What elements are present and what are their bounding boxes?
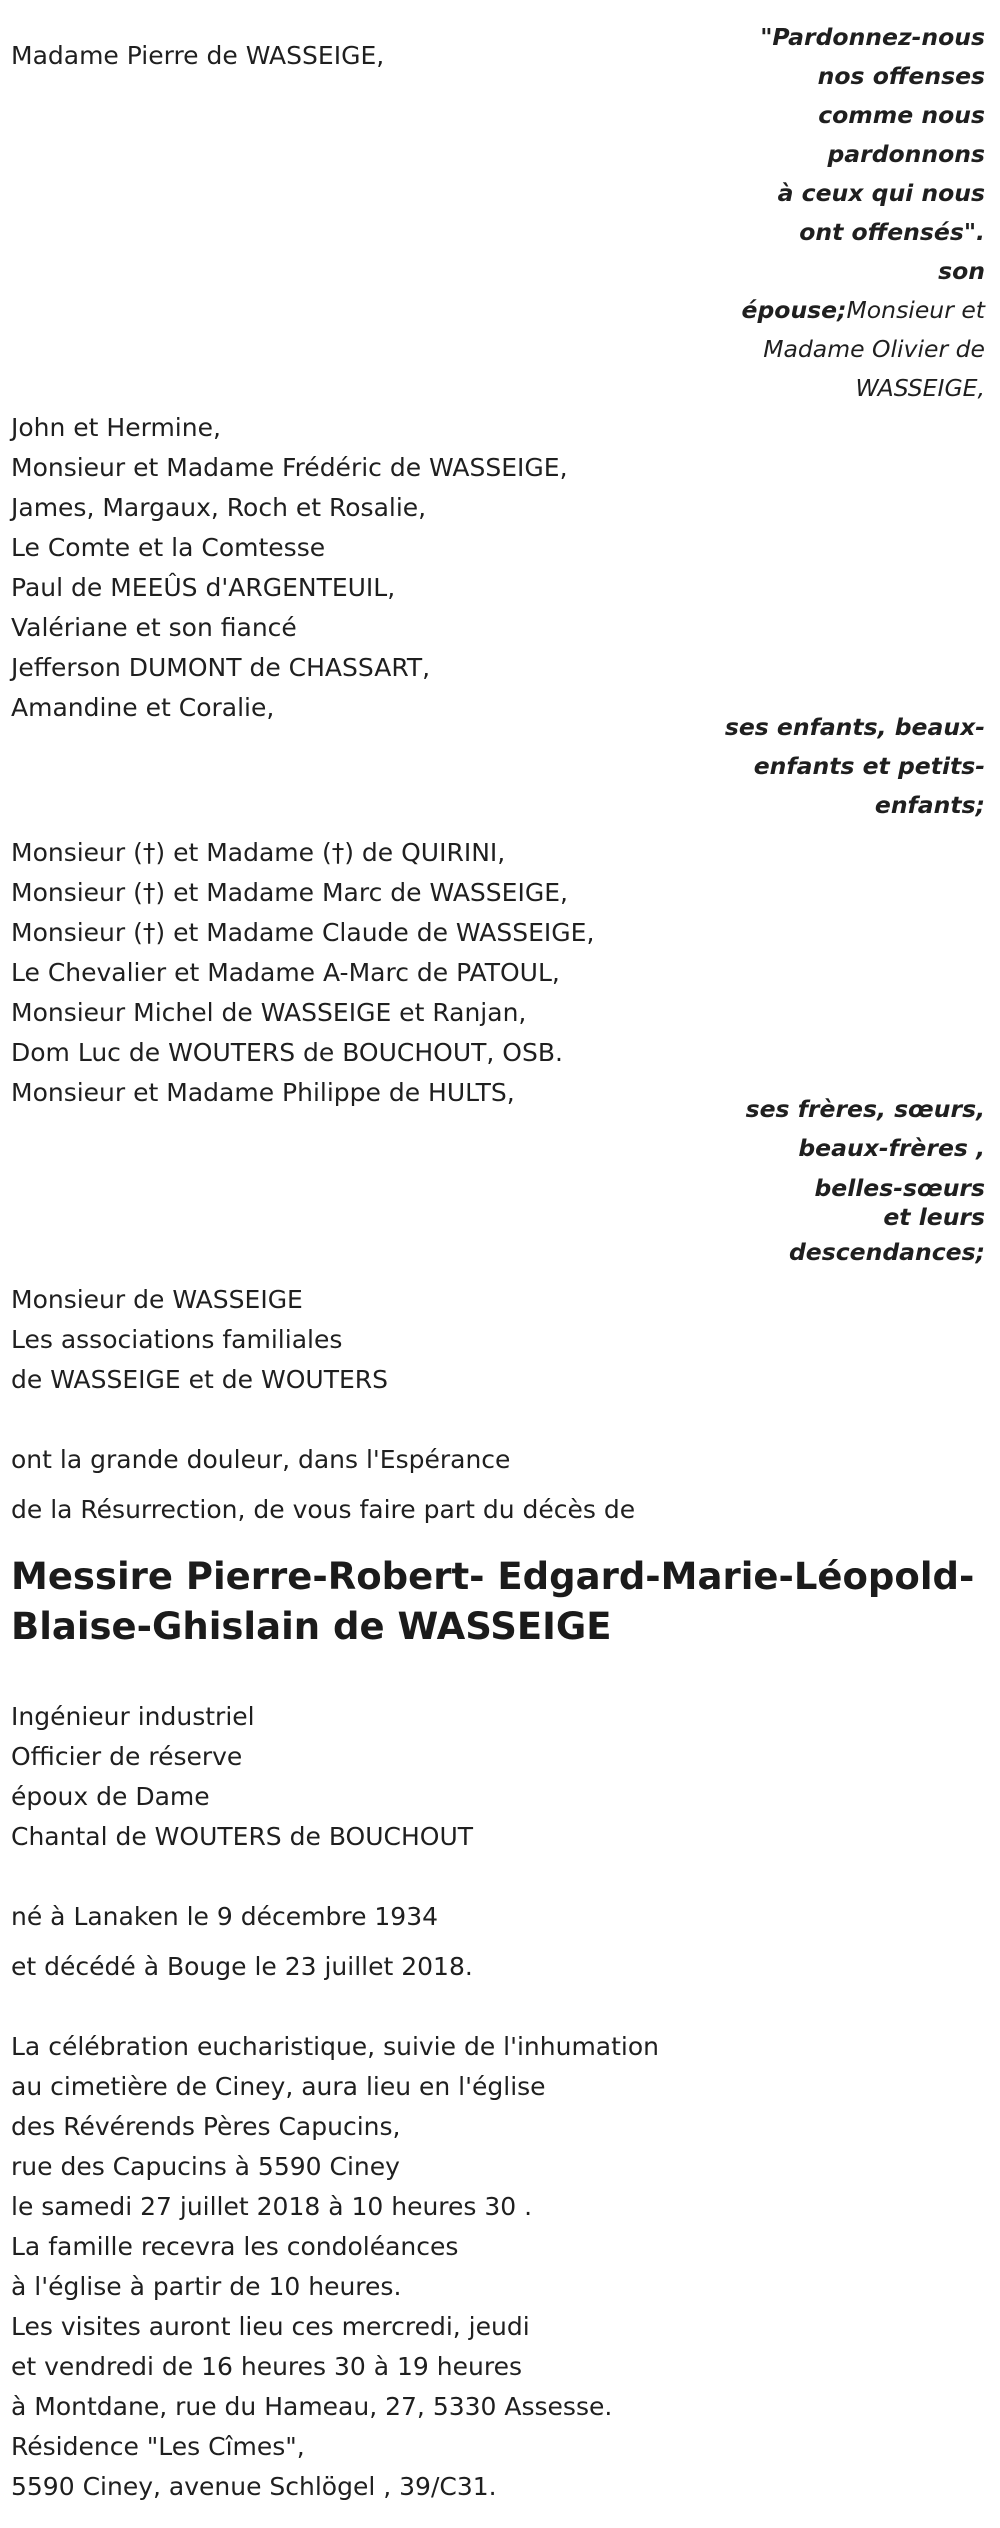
text-line: Les associations familiales	[11, 1325, 343, 1354]
text-line: Chantal de WOUTERS de BOUCHOUT	[11, 1822, 474, 1851]
text-line: Les visites auront lieu ces mercredi, jeudi	[11, 2312, 530, 2341]
text-line: Madame Pierre de WASSEIGE,	[11, 41, 385, 70]
text-line: Valériane et son fiancé	[11, 613, 297, 642]
quote-line: à ceux qui nous	[777, 179, 985, 207]
text-line: Jefferson DUMONT de CHASSART,	[11, 653, 431, 682]
text-line: Monsieur et Madame Frédéric de WASSEIGE,	[11, 453, 568, 482]
spouse-text: Madame Olivier de	[763, 335, 985, 363]
spouse-text: Monsieur et	[846, 296, 985, 324]
text-line: Monsieur Michel de WASSEIGE et Ranjan,	[11, 998, 527, 1027]
text-line: né à Lanaken le 9 décembre 1934	[11, 1902, 439, 1931]
siblings-relation	[746, 1090, 985, 1272]
text-line: Monsieur (†) et Madame (†) de QUIRINI,	[11, 838, 506, 867]
text-line: John et Hermine,	[11, 413, 221, 442]
text-line: des Révérends Pères Capucins,	[11, 2112, 401, 2141]
text-line: le samedi 27 juillet 2018 à 10 heures 30 .	[11, 2192, 533, 2221]
quote-line: son	[938, 257, 985, 285]
text-line: Monsieur et Madame Philippe de HULTS,	[11, 1078, 515, 1107]
text-line: ont la grande douleur, dans l'Espérance	[11, 1445, 511, 1474]
text-line: et décédé à Bouge le 23 juillet 2018.	[11, 1952, 473, 1981]
children-relation	[725, 708, 985, 825]
text-line: Monsieur (†) et Madame Claude de WASSEIGE,	[11, 918, 595, 947]
quote-line: comme nous	[818, 101, 985, 129]
quote-line: nos offenses	[817, 62, 985, 90]
relation-line: descendances;	[788, 1238, 985, 1266]
text-line: au cimetière de Ciney, aura lieu en l'église	[11, 2072, 546, 2101]
text-line: Le Comte et la Comtesse	[11, 533, 326, 562]
relation-line: enfants;	[874, 791, 985, 819]
text-line: Dom Luc de WOUTERS de BOUCHOUT, OSB.	[11, 1038, 563, 1067]
text-line: rue des Capucins à 5590 Ciney	[11, 2152, 400, 2181]
quote-line: pardonnons	[827, 140, 985, 168]
relation-line: belles-sœurs	[814, 1174, 985, 1202]
spouse-text: WASSEIGE,	[855, 374, 985, 402]
quote-line: ont offensés".	[799, 218, 985, 246]
text-line: Officier de réserve	[11, 1742, 243, 1771]
text-line: et vendredi de 16 heures 30 à 19 heures	[11, 2352, 522, 2381]
quote-line: "Pardonnez-nous	[760, 23, 985, 51]
text-line: à Montdane, rue du Hameau, 27, 5330 Assesse.	[11, 2392, 613, 2421]
relation-line: et leurs	[883, 1203, 985, 1231]
text-line: La célébration eucharistique, suivie de l'inhumation	[11, 2032, 660, 2061]
relation-line: beaux-frères ,	[798, 1134, 985, 1162]
text-line: époux de Dame	[11, 1782, 210, 1811]
spouse-line	[742, 291, 985, 330]
text-line: Monsieur (†) et Madame Marc de WASSEIGE,	[11, 878, 568, 907]
deceased-name	[11, 1552, 974, 1652]
text-line: Monsieur de WASSEIGE	[11, 1285, 303, 1314]
text-line: Ingénieur industriel	[11, 1702, 255, 1731]
text-line: Résidence "Les Cîmes",	[11, 2432, 305, 2461]
text-line: de la Résurrection, de vous faire part du décès de	[11, 1495, 636, 1524]
relation-line: enfants et petits-	[753, 752, 985, 780]
text-line: de WASSEIGE et de WOUTERS	[11, 1365, 389, 1394]
relation-line: ses enfants, beaux-	[724, 713, 985, 741]
deceased-name-line: Messire Pierre-Robert- Edgard-Marie-Léopold-	[11, 1555, 975, 1598]
text-line: La famille recevra les condoléances	[11, 2232, 459, 2261]
text-line: à l'église à partir de 10 heures.	[11, 2272, 402, 2301]
prayer-quote	[742, 18, 985, 408]
deceased-name-line: Blaise-Ghislain de WASSEIGE	[11, 1605, 612, 1648]
text-line: Le Chevalier et Madame A-Marc de PATOUL,	[11, 958, 560, 987]
text-line: James, Margaux, Roch et Rosalie,	[11, 493, 427, 522]
spouse-label: épouse;	[741, 296, 847, 324]
text-line: Paul de MEEÛS d'ARGENTEUIL,	[11, 573, 396, 602]
relation-line: ses frères, sœurs,	[745, 1095, 985, 1123]
text-line: 5590 Ciney, avenue Schlögel , 39/C31.	[11, 2472, 497, 2501]
text-line: Amandine et Coralie,	[11, 693, 275, 722]
